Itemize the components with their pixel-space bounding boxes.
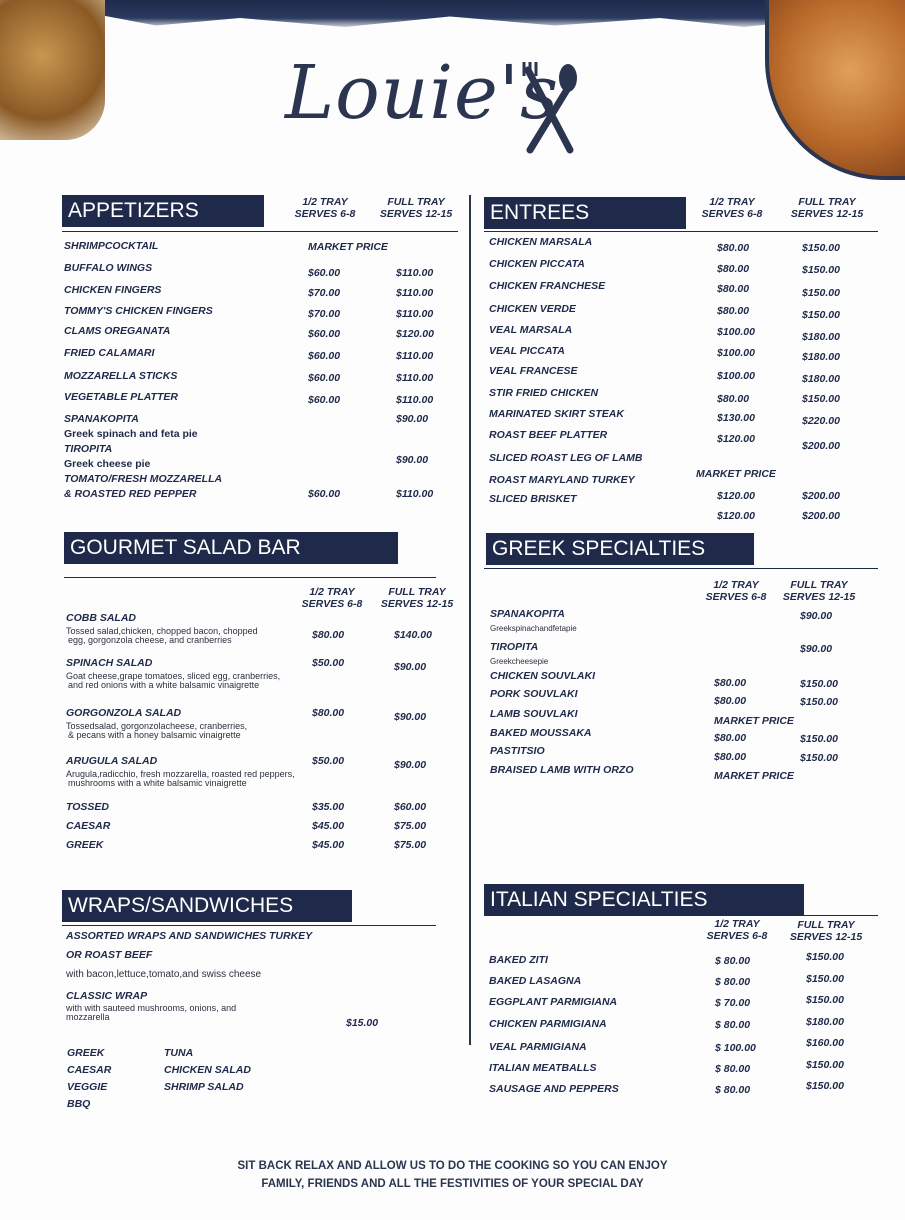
wraps-line3: with bacon,lettuce,tomato,and swiss cheese xyxy=(66,969,262,980)
wraps-line2: OR ROAST BEEF xyxy=(66,949,153,961)
appetizer-half-price: $60.00 xyxy=(308,350,341,362)
italian-half-price: $ 80.00 xyxy=(715,955,751,967)
entree-half-price: $80.00 xyxy=(717,263,750,275)
wraps-title: WRAPS/SANDWICHES xyxy=(62,890,352,922)
entree-full-price: $150.00 xyxy=(802,242,840,254)
greek-half-price: $80.00 xyxy=(714,751,747,763)
greek-item-name: PORK SOUVLAKI xyxy=(490,688,578,700)
appetizer-full-price: $110.00 xyxy=(396,394,434,406)
appetizer-full-price: $120.00 xyxy=(396,328,434,340)
appetizers-full-header: FULL TRAY SERVES 12-15 xyxy=(379,196,453,220)
greek-item-name: PASTITSIO xyxy=(490,745,545,757)
salad-half-price: $80.00 xyxy=(312,629,345,641)
italian-full-price: $150.00 xyxy=(806,994,844,1006)
classic-wrap-name: CLASSIC WRAP xyxy=(66,990,148,1002)
appetizer-name: SHRIMPCOCKTAIL xyxy=(64,240,159,252)
salad-name: COBB SALAD xyxy=(66,612,136,624)
greek-item-name: SPANAKOPITA xyxy=(490,608,565,620)
entree-full-price: $180.00 xyxy=(802,331,840,343)
greek-full-price: $90.00 xyxy=(800,643,833,655)
entree-name: ROAST MARYLAND TURKEY xyxy=(489,474,635,486)
appetizer-name: TIROPITA xyxy=(64,443,113,455)
greek-item-name: CHICKEN SOUVLAKI xyxy=(490,670,596,682)
italian-item-name: BAKED LASAGNA xyxy=(489,975,582,987)
appetizer-half-price: $60.00 xyxy=(308,328,341,340)
appetizer-name: CLAMS OREGANATA xyxy=(64,325,171,337)
italian-item-name: SAUSAGE AND PEPPERS xyxy=(489,1083,619,1095)
salad-desc: egg, gorgonzola cheese, and cranberries xyxy=(68,635,232,645)
entree-full-price: $150.00 xyxy=(802,264,840,276)
italian-half-price: $ 80.00 xyxy=(715,1063,751,1075)
salad-half-header: 1/2 TRAY SERVES 6-8 xyxy=(301,586,363,610)
appetizer-half-price: $60.00 xyxy=(308,372,341,384)
entree-full-price: $200.00 xyxy=(802,510,840,522)
greek-market-price-orzo: MARKET PRICE xyxy=(714,770,794,782)
appetizer-name: SPANAKOPITA xyxy=(64,413,139,425)
salad-half-price: $35.00 xyxy=(312,801,345,813)
entree-name: VEAL FRANCESE xyxy=(489,365,578,377)
salad-full-price: $60.00 xyxy=(394,801,427,813)
appetizer-full-price: $110.00 xyxy=(396,267,434,279)
italian-half-price: $ 70.00 xyxy=(715,997,751,1009)
italian-full-price: $180.00 xyxy=(806,1016,844,1028)
entree-full-price: $200.00 xyxy=(802,490,840,502)
wraps-price: $15.00 xyxy=(346,1017,379,1029)
greek-item-name: BRAISED LAMB WITH ORZO xyxy=(490,764,634,776)
greek-rule xyxy=(484,568,878,569)
appetizers-title: APPETIZERS xyxy=(62,195,264,227)
appetizer-name: CHICKEN FINGERS xyxy=(64,284,162,296)
appetizer-half-price: $60.00 xyxy=(308,394,341,406)
salad-full-price: $75.00 xyxy=(394,820,427,832)
wraps-line1: ASSORTED WRAPS AND SANDWICHES TURKEY xyxy=(66,930,313,942)
appetizer-name: MOZZARELLA STICKS xyxy=(64,370,178,382)
entree-name: CHICKEN PICCATA xyxy=(489,258,585,270)
salad-full-price: $90.00 xyxy=(394,711,427,723)
wraps-rule xyxy=(62,925,436,926)
appetizers-half-header: 1/2 TRAY SERVES 6-8 xyxy=(294,196,356,220)
italian-item-name: CHICKEN PARMIGIANA xyxy=(489,1018,607,1030)
wrap-option: SHRIMP SALAD xyxy=(164,1081,244,1093)
greek-half-header: 1/2 TRAY SERVES 6-8 xyxy=(705,579,767,603)
salad-half-price: $50.00 xyxy=(312,755,345,767)
appetizer-full-price: $110.00 xyxy=(396,287,434,299)
greek-half-price: $80.00 xyxy=(714,732,747,744)
appetizer-full-price: $90.00 xyxy=(396,413,429,425)
wrap-option: BBQ xyxy=(67,1098,91,1110)
greek-title: GREEK SPECIALTIES xyxy=(486,533,754,565)
salad-name: GREEK xyxy=(66,839,104,851)
italian-full-price: $160.00 xyxy=(806,1037,844,1049)
greek-half-price: $80.00 xyxy=(714,695,747,707)
appetizer-name: TOMMY'S CHICKEN FINGERS xyxy=(64,305,213,317)
greek-full-header: FULL TRAY SERVES 12-15 xyxy=(782,579,856,603)
greek-full-price: $90.00 xyxy=(800,610,833,622)
entree-name: VEAL MARSALA xyxy=(489,324,573,336)
entree-half-price: $100.00 xyxy=(717,347,755,359)
italian-item-name: BAKED ZITI xyxy=(489,954,548,966)
appetizer-full-price: $110.00 xyxy=(396,372,434,384)
entree-full-price: $180.00 xyxy=(802,351,840,363)
entree-name: SLICED BRISKET xyxy=(489,493,577,505)
appetizer-full-price: $110.00 xyxy=(396,350,434,362)
entree-name: ROAST BEEF PLATTER xyxy=(489,429,608,441)
salad-half-price: $45.00 xyxy=(312,839,345,851)
entree-half-price: $120.00 xyxy=(717,510,755,522)
entree-half-price: $120.00 xyxy=(717,490,755,502)
salad-desc: mushrooms with a white balsamic vinaigrette xyxy=(68,778,247,788)
appetizer-half-price: $70.00 xyxy=(308,287,341,299)
salad-full-header: FULL TRAY SERVES 12-15 xyxy=(380,586,454,610)
entree-name: STIR FRIED CHICKEN xyxy=(489,387,599,399)
salad-desc: Arugula,radicchio, fresh mozzarella, roasted red peppers, xyxy=(66,769,295,779)
salad-name: ARUGULA SALAD xyxy=(66,755,158,767)
italian-half-price: $ 80.00 xyxy=(715,1084,751,1096)
wrap-option: CHICKEN SALAD xyxy=(164,1064,251,1076)
salad-rule xyxy=(64,577,436,578)
italian-full-header: FULL TRAY SERVES 12-15 xyxy=(789,919,863,943)
entree-half-price: $130.00 xyxy=(717,412,755,424)
classic-wrap-desc1: with with sauteed mushrooms, onions, and xyxy=(66,1003,237,1013)
greek-item-desc: Greekcheesepie xyxy=(490,657,549,666)
appetizers-rule xyxy=(62,231,458,232)
entree-half-price: $80.00 xyxy=(717,305,750,317)
salad-name: GORGONZOLA SALAD xyxy=(66,707,182,719)
greek-full-price: $150.00 xyxy=(800,678,838,690)
wrap-option: GREEK xyxy=(67,1047,105,1059)
entrees-market-price: MARKET PRICE xyxy=(696,468,776,480)
greek-item-desc: Greekspinachandfetapie xyxy=(490,624,577,633)
entree-half-price: $80.00 xyxy=(717,242,750,254)
entree-full-price: $150.00 xyxy=(802,393,840,405)
italian-full-price: $150.00 xyxy=(806,1059,844,1071)
salad-half-price: $80.00 xyxy=(312,707,345,719)
entree-half-price: $80.00 xyxy=(717,283,750,295)
entree-full-price: $150.00 xyxy=(802,287,840,299)
italian-item-name: ITALIAN MEATBALLS xyxy=(489,1062,597,1074)
salad-name: SPINACH SALAD xyxy=(66,657,153,669)
greek-full-price: $150.00 xyxy=(800,696,838,708)
salad-title: GOURMET SALAD BAR xyxy=(64,532,398,564)
entrees-rule xyxy=(484,231,878,232)
entree-half-price: $80.00 xyxy=(717,393,750,405)
entrees-full-header: FULL TRAY SERVES 12-15 xyxy=(790,196,864,220)
salad-full-price: $90.00 xyxy=(394,661,427,673)
entree-full-price: $180.00 xyxy=(802,373,840,385)
footer-line2: FAMILY, FRIENDS AND ALL THE FESTIVITIES OF YOUR SPECIAL DAY xyxy=(261,1178,644,1190)
entree-half-price: $120.00 xyxy=(717,433,755,445)
appetizer-name: VEGETABLE PLATTER xyxy=(64,391,178,403)
italian-title: ITALIAN SPECIALTIES xyxy=(484,884,804,916)
appetizer-name: Greek spinach and feta pie xyxy=(64,428,198,440)
salad-desc: and red onions with a white balsamic vinaigrette xyxy=(68,680,260,690)
wrap-option: TUNA xyxy=(164,1047,194,1059)
italian-full-price: $150.00 xyxy=(806,951,844,963)
brand-name: Louie's xyxy=(285,50,560,136)
italian-half-price: $ 80.00 xyxy=(715,1019,751,1031)
appetizer-half-price: $60.00 xyxy=(308,488,341,500)
greek-full-price: $150.00 xyxy=(800,752,838,764)
salad-half-price: $45.00 xyxy=(312,820,345,832)
entree-name: MARINATED SKIRT STEAK xyxy=(489,408,624,420)
entrees-title: ENTREES xyxy=(484,197,686,229)
appetizer-name: BUFFALO WINGS xyxy=(64,262,153,274)
salad-desc: Goat cheese,grape tomatoes, sliced egg, cranberries, xyxy=(66,671,281,681)
salad-desc: Tossedsalad, gorgonzolacheese, cranberries, xyxy=(66,721,248,731)
appetizer-half-price: $60.00 xyxy=(308,267,341,279)
entree-half-price: $100.00 xyxy=(717,370,755,382)
italian-rule xyxy=(484,915,878,916)
wrap-option: CAESAR xyxy=(67,1064,112,1076)
footer-line1: SIT BACK RELAX AND ALLOW US TO DO THE COOKING SO YOU CAN ENJOY xyxy=(237,1160,668,1172)
greek-item-name: TIROPITA xyxy=(490,641,539,653)
greek-full-price: $150.00 xyxy=(800,733,838,745)
greek-half-price: $80.00 xyxy=(714,677,747,689)
salad-desc: & pecans with a honey balsamic vinaigrette xyxy=(68,730,241,740)
salad-full-price: $90.00 xyxy=(394,759,427,771)
appetizer-name: FRIED CALAMARI xyxy=(64,347,155,359)
salad-name: TOSSED xyxy=(66,801,109,813)
food-photo-right xyxy=(765,0,905,180)
header-brush-stroke xyxy=(100,0,800,30)
entree-full-price: $150.00 xyxy=(802,309,840,321)
salad-half-price: $50.00 xyxy=(312,657,345,669)
entree-name: CHICKEN MARSALA xyxy=(489,236,593,248)
logo xyxy=(285,40,605,170)
salad-full-price: $75.00 xyxy=(394,839,427,851)
italian-item-name: VEAL PARMIGIANA xyxy=(489,1041,587,1053)
appetizer-full-price: $110.00 xyxy=(396,488,434,500)
entree-name: SLICED ROAST LEG OF LAMB xyxy=(489,452,643,464)
greek-item-name: BAKED MOUSSAKA xyxy=(490,727,592,739)
entree-half-price: $100.00 xyxy=(717,326,755,338)
appetizer-name: Greek cheese pie xyxy=(64,458,151,470)
greek-item-name: LAMB SOUVLAKI xyxy=(490,708,578,720)
appetizer-half-price: $70.00 xyxy=(308,308,341,320)
entree-full-price: $200.00 xyxy=(802,440,840,452)
entree-name: CHICKEN VERDE xyxy=(489,303,576,315)
greek-market-price-lamb: MARKET PRICE xyxy=(714,715,794,727)
salad-full-price: $140.00 xyxy=(394,629,432,641)
italian-item-name: EGGPLANT PARMIGIANA xyxy=(489,996,618,1008)
italian-half-price: $ 100.00 xyxy=(715,1042,756,1054)
wrap-option: VEGGIE xyxy=(67,1081,108,1093)
italian-half-header: 1/2 TRAY SERVES 6-8 xyxy=(706,918,768,942)
salad-desc: Tossed salad,chicken, chopped bacon, chopped xyxy=(66,626,258,636)
food-photo-left xyxy=(0,0,105,140)
italian-full-price: $150.00 xyxy=(806,973,844,985)
column-divider xyxy=(469,195,471,1045)
appetizer-name: TOMATO/FRESH MOZZARELLA xyxy=(64,473,223,485)
entree-full-price: $220.00 xyxy=(802,415,840,427)
appetizer-full-price: $90.00 xyxy=(396,454,429,466)
classic-wrap-desc2: mozzarella xyxy=(66,1012,110,1022)
appetizers-market-price: MARKET PRICE xyxy=(308,241,388,253)
fork-knife-icon xyxy=(520,60,580,160)
entree-name: CHICKEN FRANCHESE xyxy=(489,280,606,292)
italian-full-price: $150.00 xyxy=(806,1080,844,1092)
salad-name: CAESAR xyxy=(66,820,111,832)
entrees-half-header: 1/2 TRAY SERVES 6-8 xyxy=(701,196,763,220)
appetizer-full-price: $110.00 xyxy=(396,308,434,320)
appetizer-name: & ROASTED RED PEPPER xyxy=(64,488,197,500)
entree-name: VEAL PICCATA xyxy=(489,345,565,357)
italian-half-price: $ 80.00 xyxy=(715,976,751,988)
